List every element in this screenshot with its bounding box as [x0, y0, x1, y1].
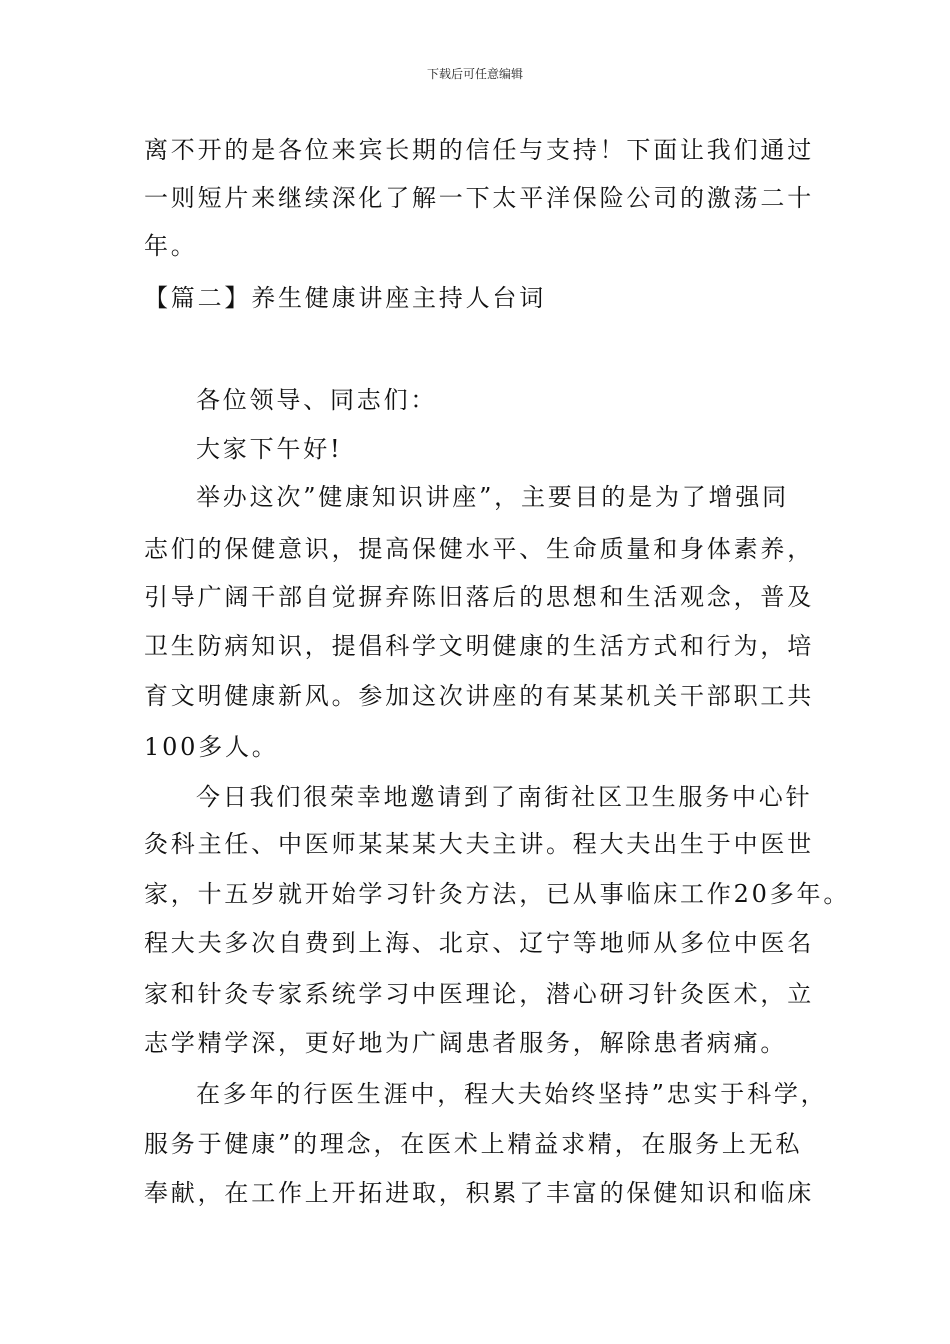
paragraph-line: 灸科主任、中医师某某某大夫主讲。程大夫出生于中医世 — [144, 830, 814, 858]
paragraph-line: 志们的保健意识，提高保健水平、生命质量和身体素养， — [144, 535, 814, 563]
text-line: 离不开的是各位来宾长期的信任与支持！下面让我们通过 — [144, 136, 814, 164]
paragraph-line: 引导广阔干部自觉摒弃陈旧落后的思想和生活观念，普及 — [144, 583, 814, 611]
salutation: 各位领导、同志们： — [196, 386, 438, 414]
text-line: 年。 — [144, 232, 198, 260]
paragraph-line: 家和针灸专家系统学习中医理论，潜心研习针灸医术，立 — [144, 980, 814, 1008]
paragraph-line: 奉献，在工作上开拓进取，积累了丰富的保健知识和临床 — [144, 1179, 814, 1207]
paragraph-line: 志学精学深，更好地为广阔患者服务，解除患者病痛。 — [144, 1029, 788, 1057]
paragraph-line: 今日我们很荣幸地邀请到了南街社区卫生服务中心针 — [196, 783, 813, 811]
text-line: 一则短片来继续深化了解一下太平洋保险公司的激荡二十 — [144, 184, 814, 212]
section-heading: 【篇二】养生健康讲座主持人台词 — [144, 284, 546, 312]
greeting: 大家下午好! — [196, 435, 343, 463]
paragraph-line: 举办这次”健康知识讲座”，主要目的是为了增强同 — [196, 483, 789, 511]
paragraph-line: 程大夫多次自费到上海、北京、辽宁等地师从多位中医名 — [144, 929, 814, 957]
paragraph-line: 服务于健康”的理念，在医术上精益求精，在服务上无私 — [144, 1130, 803, 1158]
paragraph-line: 卫生防病知识，提倡科学文明健康的生活方式和行为，培 — [144, 632, 814, 660]
page-header-note: 下载后可任意编辑 — [426, 67, 523, 81]
paragraph-line: 在多年的行医生涯中，程大夫始终坚持”忠实于科学， — [196, 1080, 828, 1108]
paragraph-line: 家，十五岁就开始学习针灸方法，已从事临床工作20多年。 — [144, 880, 851, 908]
paragraph-line: 育文明健康新风。参加这次讲座的有某某机关干部职工共 — [144, 682, 814, 710]
paragraph-line: 100多人。 — [144, 733, 279, 761]
